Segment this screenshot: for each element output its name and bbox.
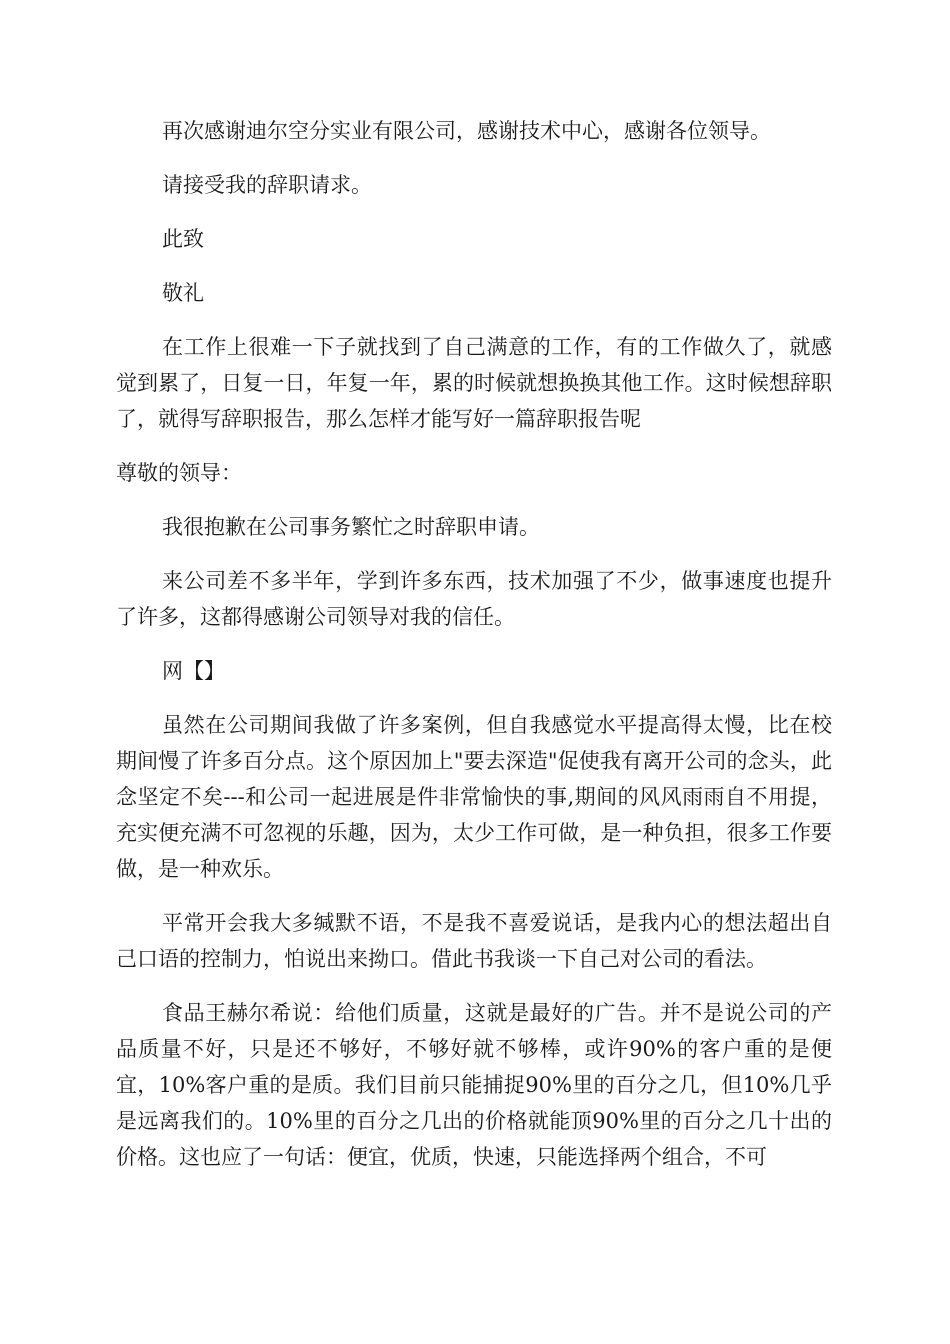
paragraph-apology: 我很抱歉在公司事务繁忙之时辞职申请。 [162,515,540,539]
paragraph-quality: 食品王赫尔希说：给他们质量，这就是最好的广告。并不是说公司的产品质量不好，只是还不够好，不够好就不够棒，或许90%的客户重的是便宜，10%客户重的是质。我们目前只能捕捉90%里的百分之几，但10%几乎是远离我们的。10%里的百分之几出的价格就能顶90%里的百分之几十出的价格。这也应了一句话：便宜，优质，快速，只能选择两个组合，不可 [116,1001,832,1169]
paragraph-web-mark: 网【】 [162,659,225,683]
paragraph-thanks: 再次感谢迪尔空分实业有限公司，感谢技术中心，感谢各位领导。 [162,119,771,143]
paragraph-experience: 来公司差不多半年，学到许多东西，技术加强了不少，做事速度也提升了许多，这都得感谢公司领导对我的信任。 [116,569,832,629]
document-body [116,113,832,1193]
salutation: 尊敬的领导： [116,461,242,485]
paragraph-closing-jingli: 敬礼 [162,281,204,305]
paragraph-closing-cizhi: 此致 [162,227,204,251]
paragraph-intro: 在工作上很难一下子就找到了自己满意的工作，有的工作做久了，就感觉到累了，日复一日，年复一年，累的时候就想换换其他工作。这时候想辞职了，就得写辞职报告，那么怎样才能写好一篇辞职报告呢 [116,335,832,431]
paragraph-reason: 虽然在公司期间我做了许多案例，但自我感觉水平提高得太慢，比在校期间慢了许多百分点。这个原因加上"要去深造"促使我有离开公司的念头，此念坚定不矣---和公司一起进展是件非常愉快的事,期间的风风雨雨自不用提，充实便充满不可忽视的乐趣，因为，太少工作可做，是一种负担，很多工作要做，是一种欢乐。 [116,713,832,881]
paragraph-request: 请接受我的辞职请求。 [162,173,372,197]
paragraph-meetings: 平常开会我大多缄默不语，不是我不喜爱说话，是我内心的想法超出自己口语的控制力，怕说出来拗口。借此书我谈一下自己对公司的看法。 [116,911,832,971]
